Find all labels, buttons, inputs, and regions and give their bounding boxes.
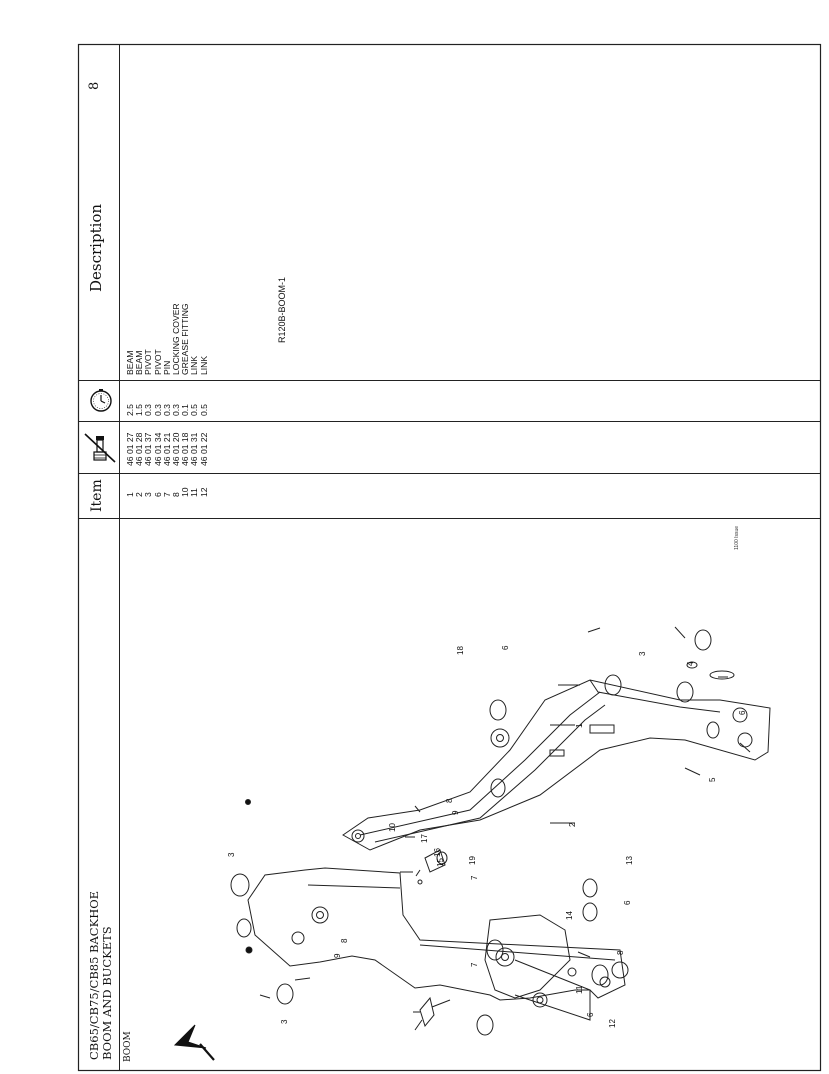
- list-item: 0.3: [161, 404, 172, 416]
- list-item: 1: [125, 492, 135, 497]
- svg-text:9: 9: [451, 810, 460, 815]
- svg-text:12: 12: [608, 1019, 617, 1028]
- svg-text:6: 6: [586, 1012, 595, 1017]
- list-item: PIN: [161, 360, 172, 375]
- list-item: 10: [180, 487, 191, 497]
- list-item: 0.3: [143, 404, 154, 416]
- col-header-item: Item: [89, 479, 105, 512]
- page-title: [89, 891, 113, 1060]
- list-item: 46 01 31: [189, 432, 200, 466]
- list-item: 46 01 21: [161, 432, 172, 466]
- svg-text:19: 19: [468, 856, 477, 865]
- svg-text:3: 3: [227, 852, 236, 857]
- title-line-1: CB65/CB75/CB85 BACKHOE: [87, 890, 101, 1060]
- svg-text:3: 3: [638, 651, 647, 656]
- list-item: 6: [152, 492, 163, 497]
- svg-text:3: 3: [280, 1019, 289, 1024]
- list-item: 0.3: [152, 404, 163, 416]
- list-item: 0.3: [170, 404, 181, 416]
- svg-text:1: 1: [575, 723, 584, 728]
- svg-text:8: 8: [616, 950, 625, 955]
- list-item: LINK: [198, 355, 209, 375]
- list-item: 46 01 28: [134, 432, 145, 466]
- svg-text:6: 6: [501, 645, 510, 650]
- list-item: 46 01 18: [180, 432, 191, 466]
- list-item: PIVOT: [152, 349, 163, 375]
- description-column: [126, 303, 209, 375]
- labor-time-clock-icon: [88, 388, 114, 414]
- list-item: 46 01 22: [198, 432, 209, 466]
- list-item: 0.1: [180, 404, 191, 416]
- list-item: LOCKING COVER: [170, 303, 181, 375]
- page-number: 8: [87, 81, 102, 90]
- svg-text:16: 16: [433, 848, 442, 857]
- svg-text:2: 2: [568, 822, 577, 827]
- list-item: 46 01 34: [152, 432, 163, 466]
- item-column: [126, 487, 209, 497]
- svg-text:17: 17: [420, 834, 429, 843]
- section-label: BOOM: [123, 1031, 133, 1062]
- list-item: 0.5: [189, 404, 200, 416]
- list-item: 12: [198, 487, 209, 497]
- list-item: LINK: [189, 355, 200, 375]
- list-item: 46 01 37: [143, 432, 154, 466]
- labor-time-column: [126, 404, 209, 416]
- svg-text:8: 8: [445, 798, 454, 803]
- col-header-description: Description: [87, 203, 105, 292]
- svg-text:9: 9: [333, 953, 342, 958]
- list-item: BEAM: [125, 350, 135, 375]
- list-item: 46 01 20: [170, 432, 181, 466]
- list-item: 0.5: [198, 404, 209, 416]
- svg-text:18: 18: [456, 646, 465, 655]
- list-item: PIVOT: [143, 349, 154, 375]
- svg-text:15: 15: [436, 858, 445, 867]
- list-item: GREASE FITTING: [180, 303, 191, 375]
- svg-text:7: 7: [470, 962, 479, 967]
- svg-text:13: 13: [625, 856, 634, 865]
- svg-text:5: 5: [708, 777, 717, 782]
- list-item: 46 01 27: [125, 432, 135, 466]
- list-item: 8: [170, 492, 181, 497]
- svg-text:11: 11: [575, 985, 584, 994]
- part-number-icon: [84, 427, 116, 469]
- list-item: 2: [134, 492, 145, 497]
- list-item: 2.5: [125, 404, 135, 416]
- drawing-note: 1100 Issue: [734, 525, 740, 550]
- svg-text:10: 10: [388, 823, 397, 832]
- boom-exploded-diagram: [120, 520, 818, 1068]
- diagram-reference: R120B-BOOM-1: [277, 276, 287, 343]
- svg-text:6: 6: [623, 900, 632, 905]
- svg-text:7: 7: [470, 875, 479, 880]
- part-number-column: [126, 433, 209, 466]
- svg-text:4: 4: [686, 661, 695, 666]
- list-item: 1.5: [134, 404, 145, 416]
- svg-text:6: 6: [738, 710, 747, 715]
- svg-text:14: 14: [565, 911, 574, 920]
- list-item: 3: [143, 492, 154, 497]
- title-line-2: BOOM AND BUCKETS: [99, 926, 114, 1060]
- list-item: BEAM: [134, 350, 145, 375]
- list-item: 11: [189, 488, 200, 497]
- svg-text:8: 8: [340, 938, 349, 943]
- list-item: 7: [161, 492, 172, 497]
